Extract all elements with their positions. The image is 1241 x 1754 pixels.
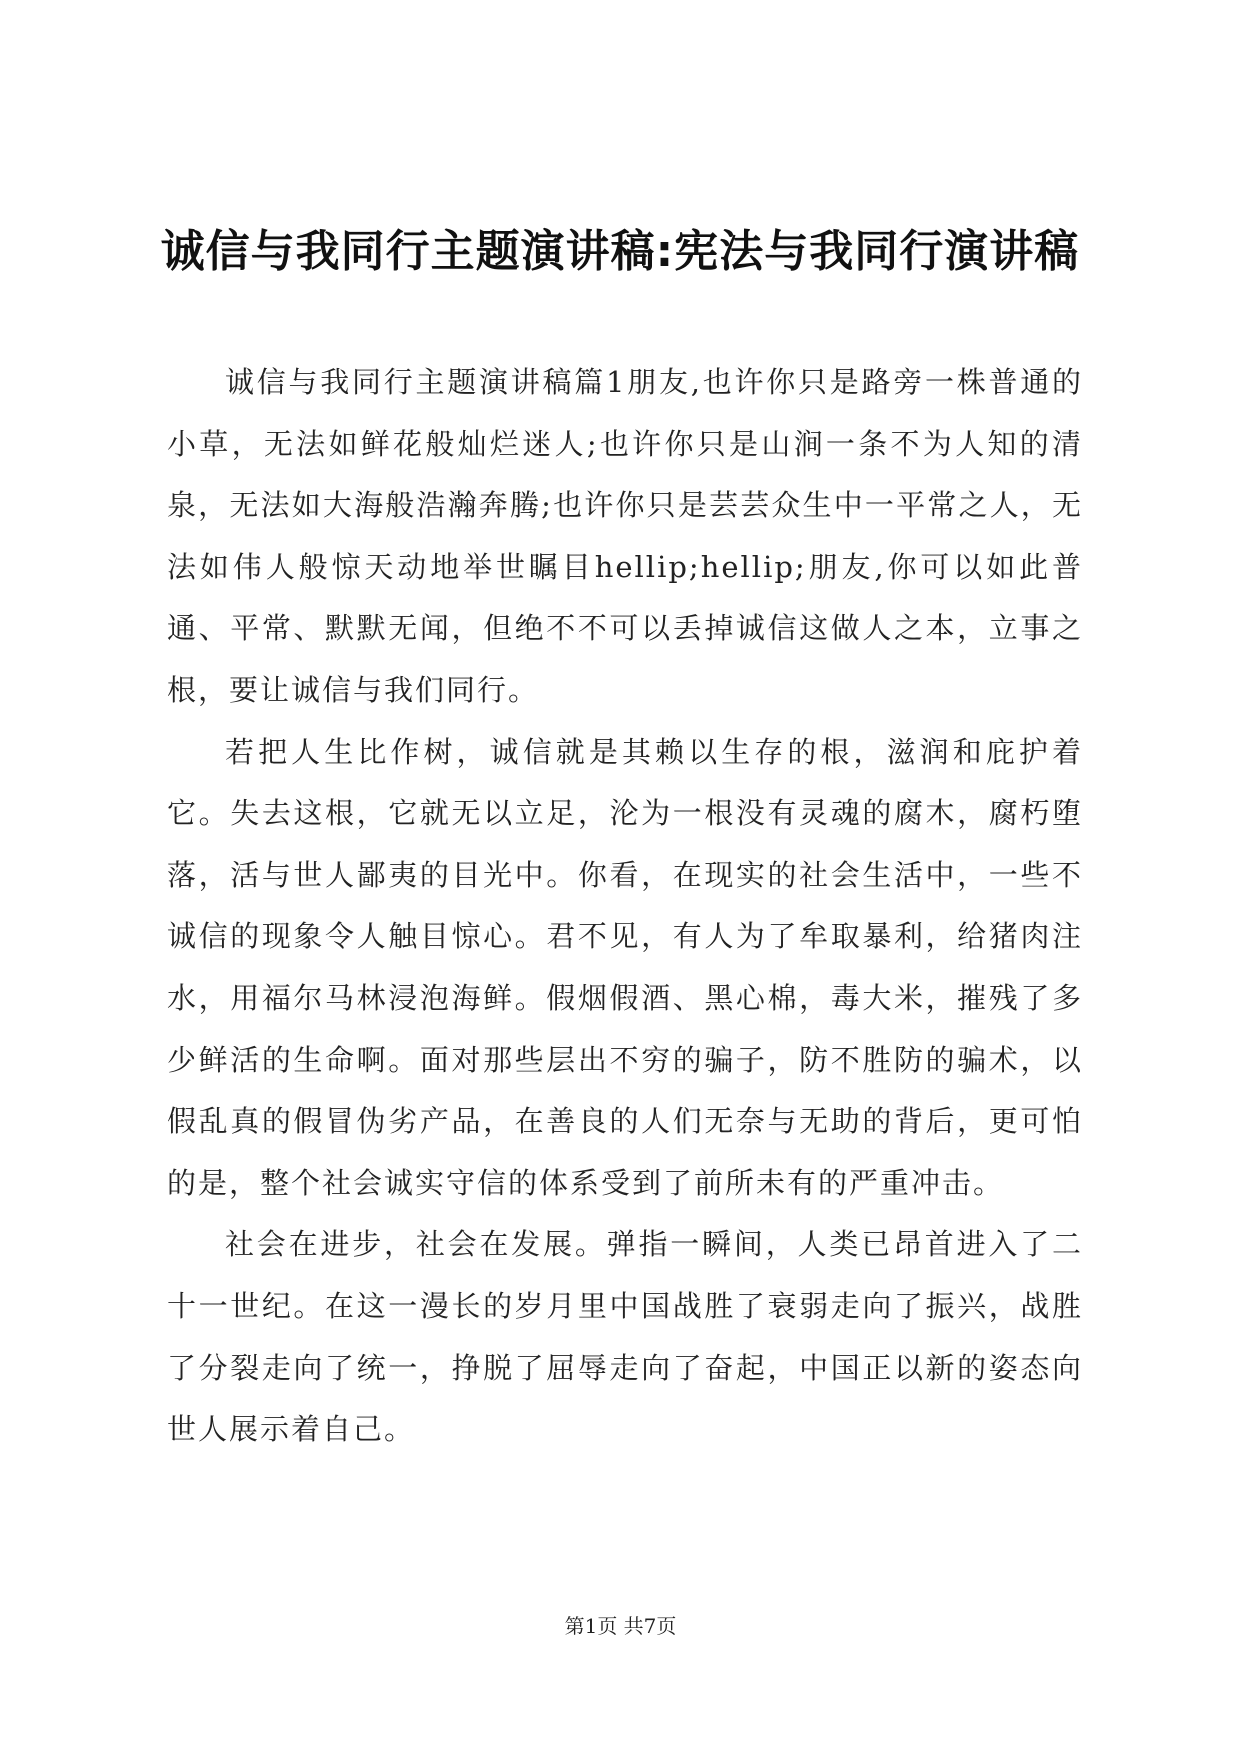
page-number-footer: 第1页 共7页 <box>564 1614 677 1638</box>
body-paragraph-1: 诚信与我同行主题演讲稿篇1朋友,也许你只是路旁一株普通的小草，无法如鲜花般灿烂迷人;也许你只是山涧一条不为人知的清泉，无法如大海般浩瀚奔腾;也许你只是芸芸众生中一平常之人，无法如伟人般惊天动地举世瞩目hellip;hellip;朋友,你可以如此普通、平常、默默无闻，但绝不不可以丢掉诚信这做人之本，立事之根，要让诚信与我们同行。 <box>167 365 1083 707</box>
body-paragraph-2: 若把人生比作树，诚信就是其赖以生存的根，滋润和庇护着它。失去这根，它就无以立足，沦为一根没有灵魂的腐木，腐朽堕落，活与世人鄙夷的目光中。你看，在现实的社会生活中，一些不诚信的现象令人触目惊心。君不见，有人为了牟取暴利，给猪肉注水，用福尔马林浸泡海鲜。假烟假酒、黑心棉，毒大米，摧残了多少鲜活的生命啊。面对那些层出不穷的骗子，防不胜防的骗术，以假乱真的假冒伪劣产品，在善良的人们无奈与无助的背后，更可怕的是，整个社会诚实守信的体系受到了前所未有的严重冲击。 <box>167 734 1083 1200</box>
document-body <box>167 352 1083 1461</box>
document-title: 诚信与我同行主题演讲稿:宪法与我同行演讲稿 <box>160 226 1080 278</box>
body-paragraph-3: 社会在进步，社会在发展。弹指一瞬间，人类已昂首进入了二十一世纪。在这一漫长的岁月里中国战胜了衰弱走向了振兴，战胜了分裂走向了统一，挣脱了屈辱走向了奋起，中国正以新的姿态向世人展示着自己。 <box>167 1227 1083 1447</box>
